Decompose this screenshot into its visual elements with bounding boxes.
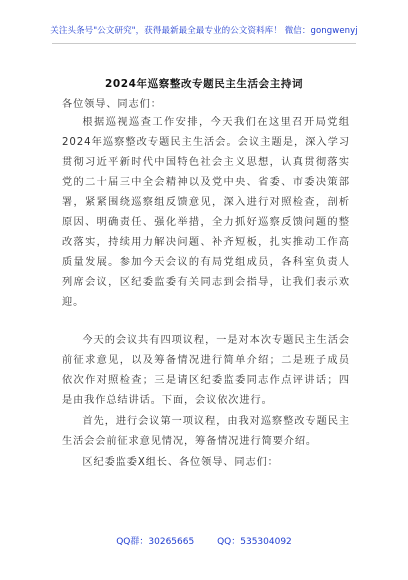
footer-qq: QQ：535304092 [217,537,292,547]
document-title: 2024年巡察整改专题民主生活会主持词 [104,78,304,90]
paragraph-3: 首先，进行会议第一项议程，由我对巡察整改专题民主生活会会前征求意见情况，筹备情况进行简要介绍。 [62,416,350,447]
salutation: 各位领导、同志们： [62,99,162,110]
paragraph-2: 今天的会议共有四项议程，一是对本次专题民主生活会前征求意见，以及筹备情况进行简单介绍；二是班子成员依次作对照检查；三是请区纪委监委同志作点评讲话；四是由我作总结讲话。下面，会议依次进行。 [62,335,350,406]
header-banner: 关注头条号"公文研究"，获得最新最全最专业的公文资料库！ 微信：gongwenyj [50,26,358,36]
footer-qq-group: QQ群：30265665 [116,537,195,547]
document-body [62,0,350,580]
footer-contact [0,534,408,547]
paragraph-1: 根据巡视巡查工作安排，今天我们在这里召开局党组2024年巡察整改专题民主生活会。会议主题是，深入学习贯彻习近平新时代中国特色社会主义思想，认真贯彻落实党的二十届三中全会精神以及党中央、省委、市委决策部署，紧紧围绕巡察组反馈意见，深入进行对照检查，剖析原因、明确责任、强化举措，全力抓好巡察反馈问题的整改落实，持续用力解决问题、补齐短板，扎实推动工作高质量发展。参加今天会议的有局党组成员，各科室负责人列席会议，区纪委监委有关同志到会指导，让我们表示欢迎。 [62,117,350,308]
paragraph-4: 区纪委监委X组长、各位领导、同志们： [82,457,279,468]
